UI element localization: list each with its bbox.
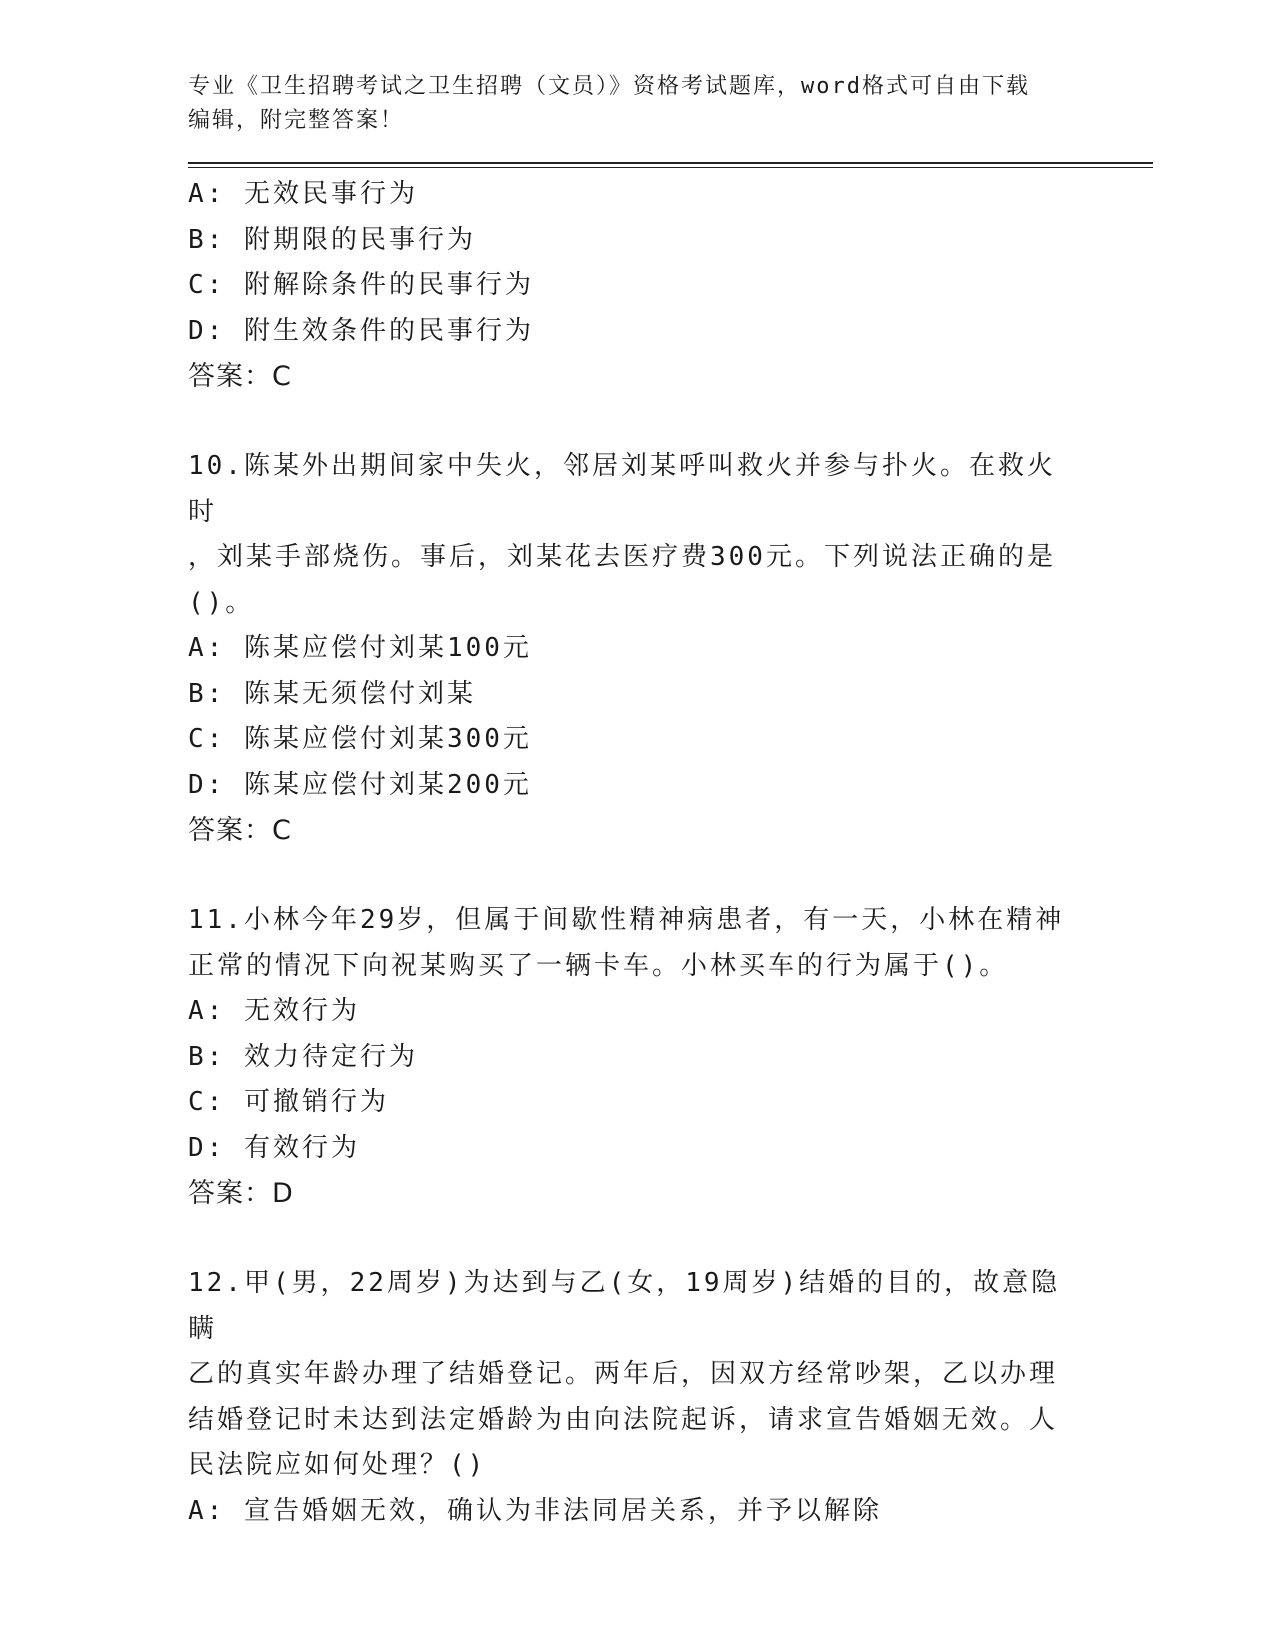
stem-line: 12.甲(男，22周岁)为达到与乙(女，19周岁)结婚的目的，故意隐瞒 [188,1268,1061,1344]
answer: 答案：C [188,815,292,846]
question-10 [188,444,1148,854]
header-line-1: 专业《卫生招聘考试之卫生招聘（文员）》资格考试题库，word格式可自由下载 [188,74,1030,99]
header-divider [188,162,1153,168]
option-c: C: 陈某应偿付刘某300元 [188,724,532,754]
option-a: A: 陈某应偿付刘某100元 [188,633,532,663]
option-c: C: 附解除条件的民事行为 [188,270,534,300]
stem-line: 乙的真实年龄办理了结婚登记。两年后，因双方经常吵架，乙以办理 [188,1359,1059,1389]
option-d: D: 有效行为 [188,1132,360,1163]
question-stem [188,444,1068,626]
answer: 答案：C [188,361,292,392]
header-line-2: 编辑，附完整答案！ [188,108,405,133]
question-12 [188,1261,1148,1534]
stem-line: 结婚登记时未达到法定婚龄为由向法院起诉，请求宣告婚姻无效。人 [188,1404,1059,1435]
question-11 [188,898,1148,1217]
question-stem [188,1261,1068,1489]
stem-line: 正常的情况下向祝某购买了一辆卡车。小林买车的行为属于()。 [188,950,1009,981]
option-a: A: 宣告婚姻无效，确认为非法同居关系，并予以解除 [188,1495,882,1526]
stem-line: 11.小林今年29岁，但属于间歇性精神病患者，有一天，小林在精神 [188,905,1065,935]
question-stem [188,898,1068,989]
stem-line: ，刘某手部烧伤。事后，刘某花去医疗费300元。下列说法正确的是 [188,542,1056,572]
option-d: D: 陈某应偿付刘某200元 [188,769,532,800]
option-d: D: 附生效条件的民事行为 [188,315,534,346]
answer: 答案：D [188,1178,294,1209]
question-9 [188,172,1148,400]
option-c: C: 可撤销行为 [188,1087,389,1117]
option-b: B: 效力待定行为 [188,1041,418,1072]
stem-line: 10.陈某外出期间家中失火，邻居刘某呼叫救火并参与扑火。在救火时 [188,451,1056,527]
document-page [188,70,1148,1534]
option-b: B: 陈某无须偿付刘某 [188,678,476,709]
option-b: B: 附期限的民事行为 [188,224,476,255]
option-a: A: 无效行为 [188,996,360,1026]
document-header [188,70,1148,138]
option-a: A: 无效民事行为 [188,179,418,209]
stem-line: ()。 [188,587,255,618]
stem-line: 民法院应如何处理？() [188,1450,487,1480]
